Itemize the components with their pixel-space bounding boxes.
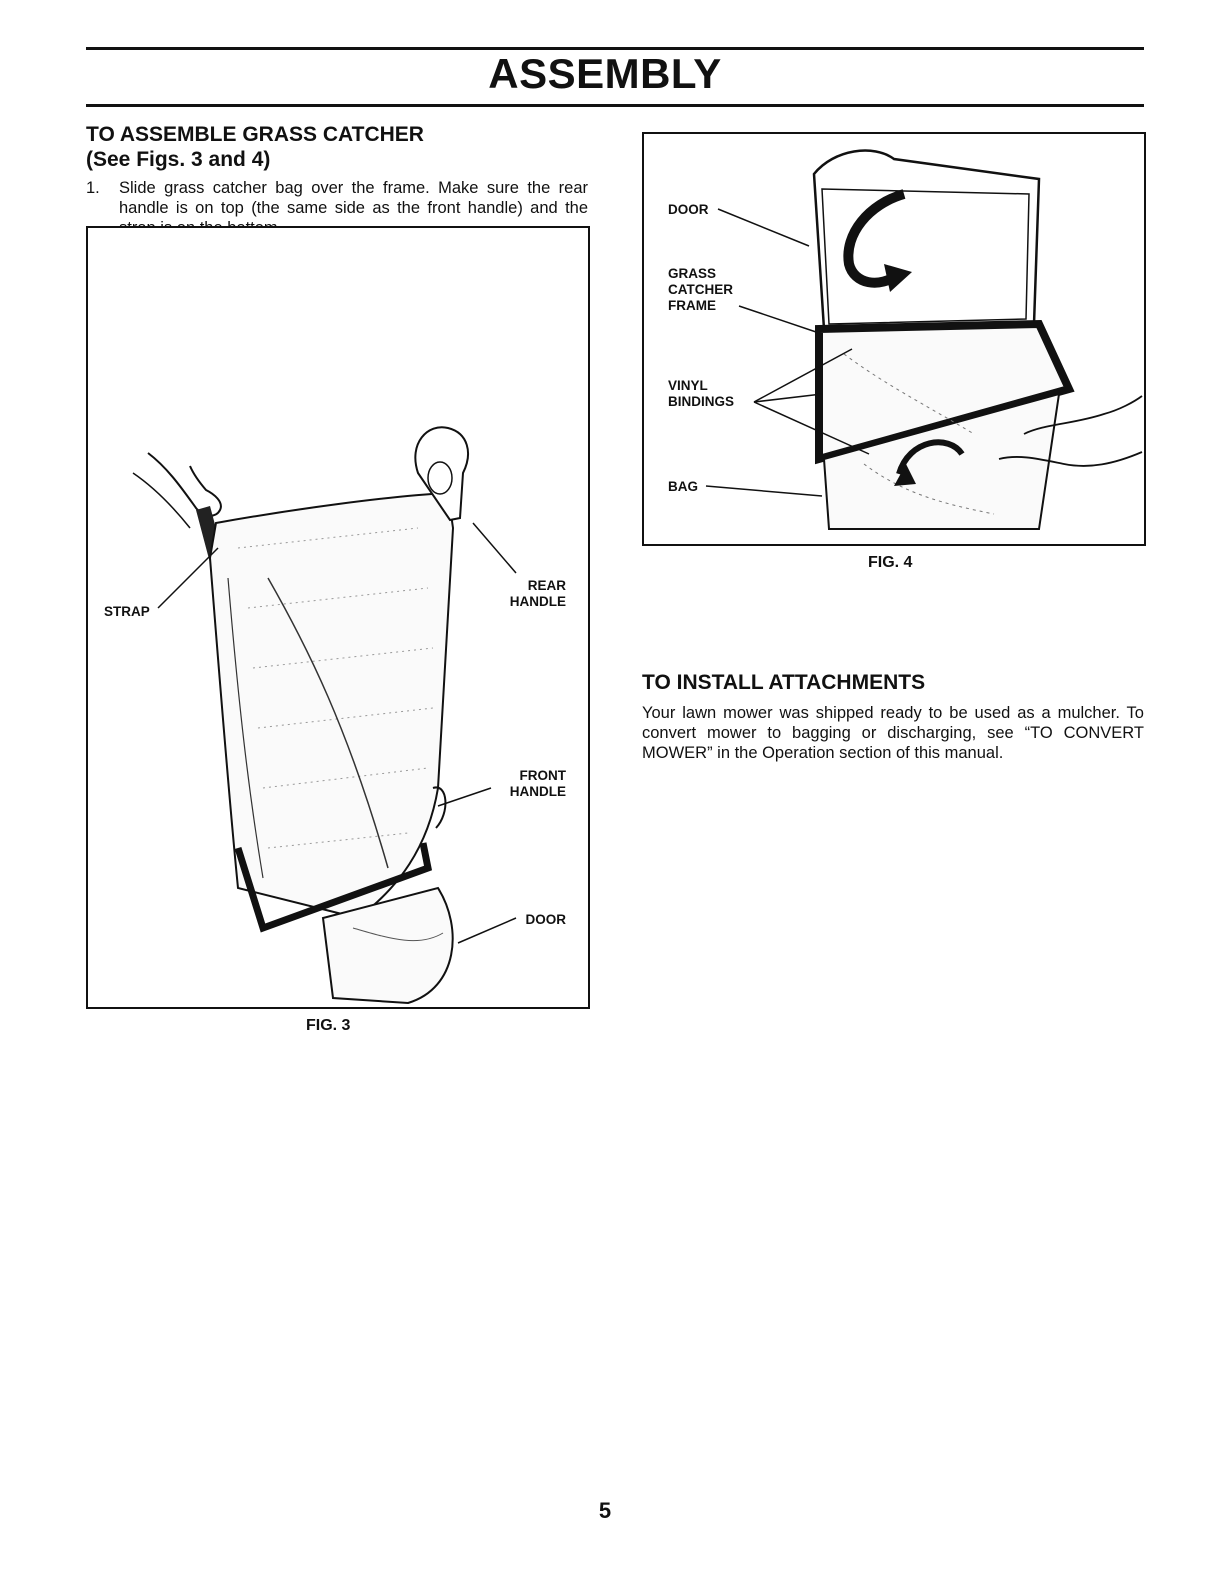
bag-label: BAG: [668, 479, 698, 494]
arm-icon: [133, 473, 190, 528]
header-bottom-rule: [86, 104, 1144, 107]
rear-handle-label: REAR: [527, 578, 566, 593]
step-text: Slide grass catcher bag over the frame. Make sure the rear handle is on top (the same side as the front handle) and the: [119, 179, 588, 217]
figure-4-caption: FIG. 4: [868, 554, 913, 571]
vinyl-binding-leader: [754, 394, 822, 402]
front-handle-label: FRONT: [519, 768, 566, 783]
vinyl-bindings-label: VINYL: [668, 378, 708, 393]
install-attachments-section: [642, 670, 1144, 763]
door-label: DOOR: [525, 912, 566, 927]
figure-3-caption: FIG. 3: [306, 1017, 351, 1034]
grass-catcher-frame-label: FRAME: [668, 298, 716, 313]
door-label: DOOR: [668, 202, 709, 217]
section-body: Your lawn mower was shipped ready to be used as a mulcher. To convert mower to bagging or discharging, see “TO CONVERT MOWER” in the Operation section of this manual.: [642, 704, 1144, 762]
figure-3: [86, 226, 590, 1009]
bag-leader: [706, 486, 822, 496]
frame-leader: [739, 306, 822, 334]
figure-4-illustration: [644, 134, 1144, 544]
rear-handle-label: HANDLE: [509, 594, 566, 609]
grass-catcher-frame-label: GRASS: [668, 266, 717, 281]
vinyl-bindings-label: BINDINGS: [668, 394, 735, 409]
strap-label: STRAP: [104, 604, 150, 619]
section-heading: [86, 122, 588, 172]
section-heading: TO INSTALL ATTACHMENTS: [642, 671, 926, 694]
front-handle-label: HANDLE: [509, 784, 566, 799]
page-number: 5: [598, 1498, 612, 1523]
heading-line-1: TO ASSEMBLE GRASS CATCHER: [86, 123, 424, 146]
door-leader: [718, 209, 809, 246]
heading-line-2: (See Figs. 3 and 4): [86, 148, 271, 171]
page-title: ASSEMBLY: [488, 50, 722, 97]
front-handle-leader: [438, 788, 491, 806]
figure-4: [642, 132, 1146, 546]
rear-handle-leader: [473, 523, 516, 573]
grass-catcher-frame-label: CATCHER: [668, 282, 733, 297]
strap-leader: [158, 548, 218, 608]
step-number: 1.: [86, 179, 100, 197]
figure-3-illustration: [88, 228, 588, 1007]
door-leader: [458, 918, 516, 943]
